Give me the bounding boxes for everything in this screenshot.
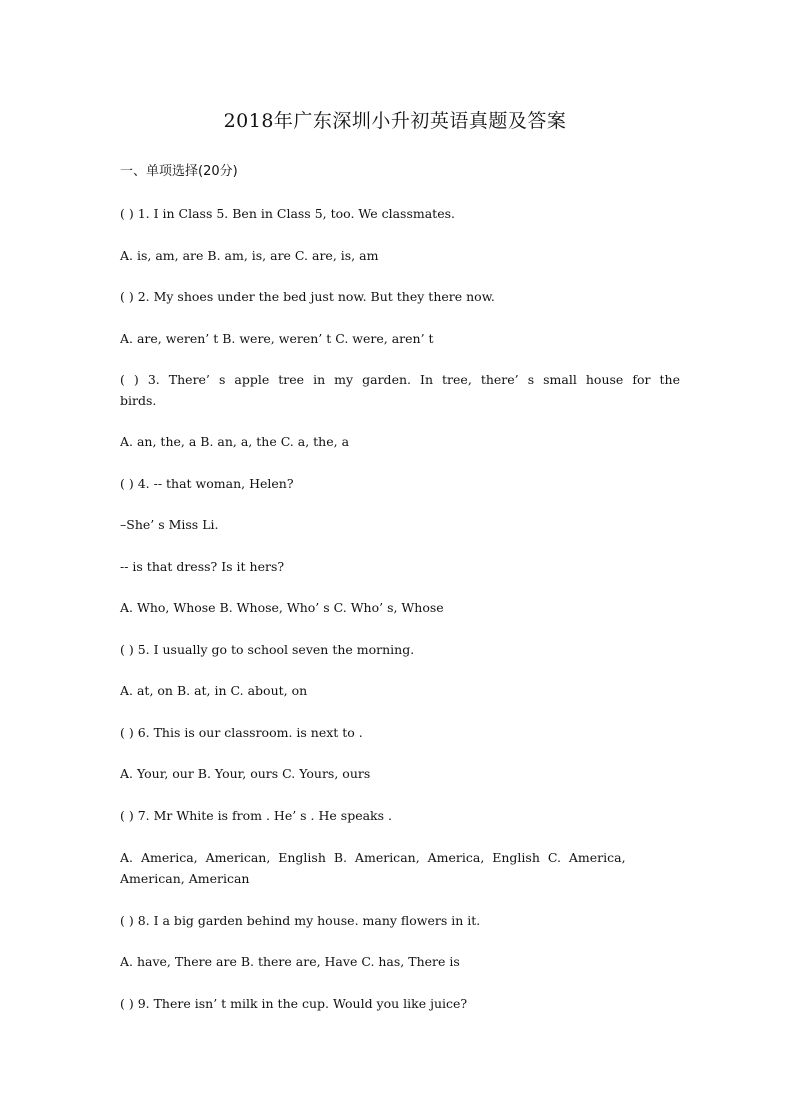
- question-line-continued: birds.: [120, 393, 157, 408]
- question-line: ( ) 2. My shoes under the bed just now. But they there now.: [120, 289, 495, 304]
- section-heading: 一、单项选择(20分): [120, 164, 238, 179]
- answer-options-line: A. are, weren’ t B. were, weren’ t C. were, aren’ t: [120, 331, 434, 346]
- dialogue-line: -- is that dress? Is it hers?: [120, 559, 285, 574]
- answer-options-line: A. Your, our B. Your, ours C. Yours, ours: [120, 766, 371, 781]
- answer-options-line-continued: American, American: [120, 871, 250, 886]
- question-line: ( ) 9. There isn’ t milk in the cup. Would you like juice?: [120, 996, 468, 1011]
- question-line: ( ) 3. There’ s apple tree in my garden. In tree, there’ s small house for the: [120, 372, 680, 387]
- question-line: ( ) 7. Mr White is from . He’ s . He speaks .: [120, 808, 392, 823]
- question-line: ( ) 5. I usually go to school seven the morning.: [120, 642, 415, 657]
- dialogue-line: –She’ s Miss Li.: [120, 517, 219, 532]
- answer-options-line: A. at, on B. at, in C. about, on: [120, 683, 308, 698]
- answer-options-line: A. an, the, a B. an, a, the C. a, the, a: [120, 434, 350, 449]
- answer-options-line: A. is, am, are B. am, is, are C. are, is, am: [120, 248, 379, 263]
- answer-options-line: A. Who, Whose B. Whose, Who’ s C. Who’ s, Whose: [120, 600, 444, 615]
- answer-options-line: A. have, There are B. there are, Have C. has, There is: [120, 954, 460, 969]
- question-line: ( ) 8. I a big garden behind my house. many flowers in it.: [120, 913, 481, 928]
- question-line: ( ) 1. I in Class 5. Ben in Class 5, too. We classmates.: [120, 206, 455, 221]
- page-title: 2018年广东深圳小升初英语真题及答案: [223, 110, 567, 132]
- question-line: ( ) 4. -- that woman, Helen?: [120, 476, 294, 491]
- answer-options-line: A. America, American, English B. American, America, English C. America,: [120, 850, 626, 865]
- question-line: ( ) 6. This is our classroom. is next to .: [120, 725, 363, 740]
